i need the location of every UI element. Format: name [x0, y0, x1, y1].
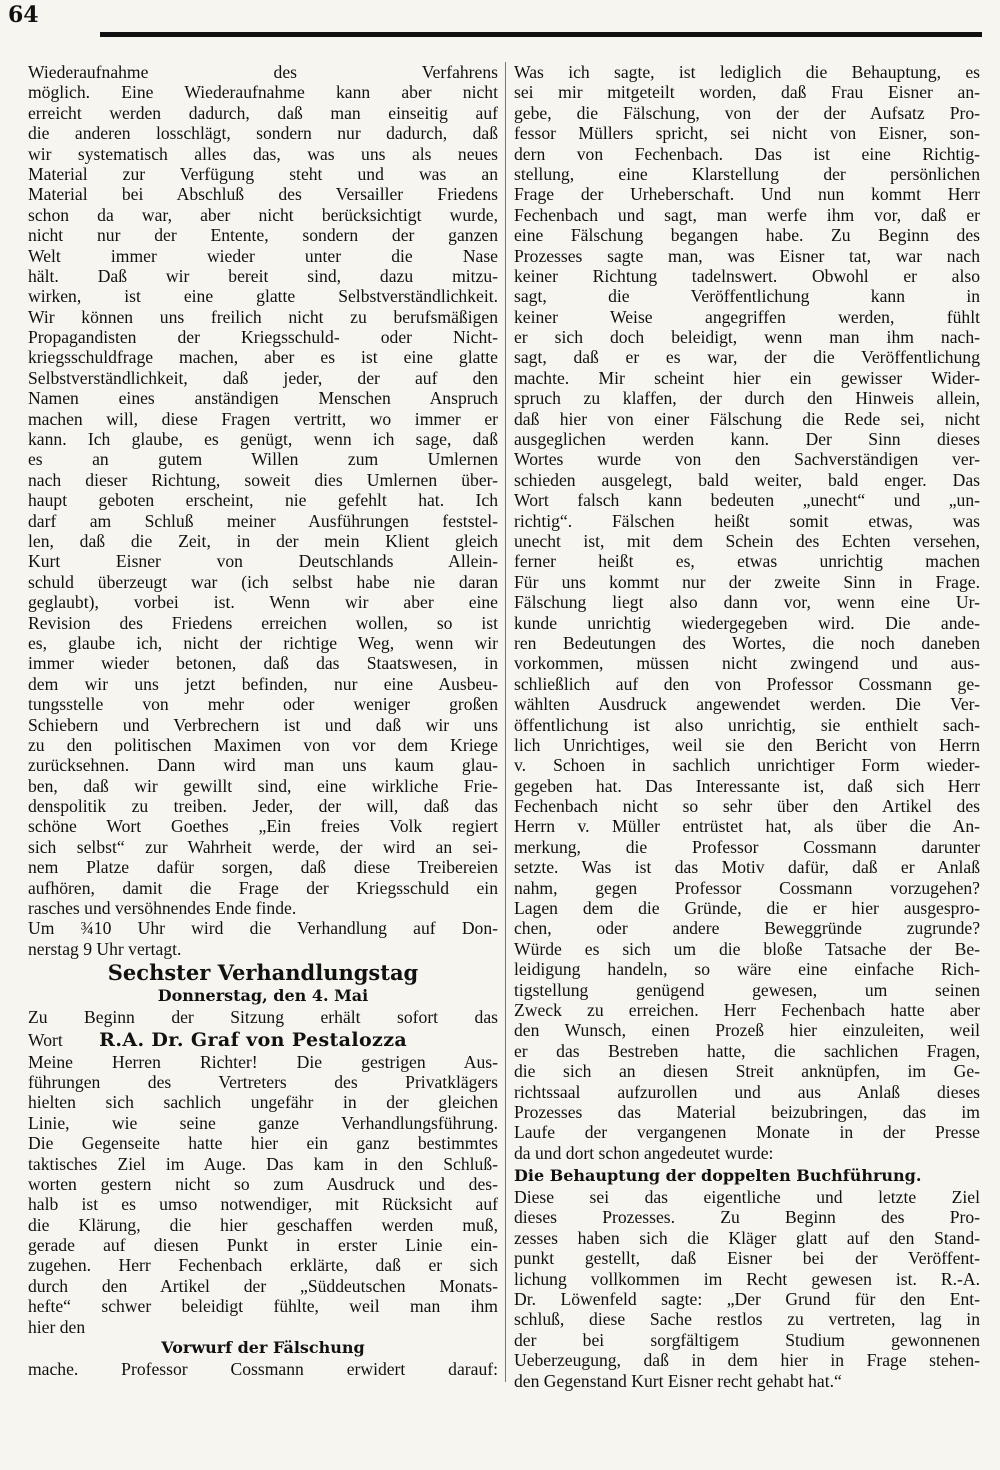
text-line: Ueberzeugung, daß in dem hier in Frage stehen-	[514, 1350, 980, 1371]
text-line: schluß, diese Sache restlos zu vertreten, lag in	[514, 1309, 980, 1330]
text-line: haupt geboten erscheint, nie gefehlt hat. Ich	[28, 490, 498, 511]
text-line: Schiebern und Verbrechern ist und daß wir uns	[28, 714, 498, 735]
text-line: worten gestern nicht so zum Ausdruck und des-	[28, 1173, 498, 1194]
text-line: die sich an diesen Streit anknüpfen, im Ge-	[514, 1061, 980, 1082]
text-line: eine Fälschung begangen habe. Zu Beginn des	[514, 225, 980, 246]
section-heading-left: Vorwurf der Fälschung	[161, 1338, 365, 1358]
text-line: lich Unrichtiges, weil sie den Bericht von Herrn	[514, 734, 980, 755]
text-line: Frage der Urheberschaft. Und nun kommt Herr	[514, 184, 980, 205]
intro-word: Wort	[28, 1029, 63, 1050]
text-line: die anderen losschlägt, sondern nur dadurch, daß	[28, 123, 498, 144]
text-line: sei mir mitgeteilt worden, daß Frau Eisner an-	[514, 82, 980, 103]
right-block-2	[514, 1187, 980, 1391]
intro-line: Zu Beginn der Sitzung erhält sofort das	[28, 1007, 498, 1028]
text-line: merkung, die Professor Cossmann darunter	[514, 836, 980, 857]
text-line: nem Platze dafür sorgen, daß diese Treibereien	[28, 857, 498, 878]
text-line: Um ¾10 Uhr wird die Verhandlung auf Don-	[28, 918, 498, 939]
text-line: zugehen. Herr Fechenbach erklärte, daß er sich	[28, 1255, 498, 1276]
text-line: taktisches Ziel im Auge. Das kam in den Schluß-	[28, 1153, 498, 1174]
text-line: kunde unrichtig wiedergegeben wird. Die ande-	[514, 612, 980, 633]
text-line: schöne Wort Goethes „Ein freies Volk regiert	[28, 816, 498, 837]
heading-date: Donnerstag, den 4. Mai	[157, 986, 369, 1006]
text-line: keiner Richtung tadelnswert. Obwohl er also	[514, 265, 980, 286]
text-line: vorkommen, müssen nicht zwingend und aus-	[514, 653, 980, 674]
text-line: chen, oder andere Beweggründe zugrunde?	[514, 918, 980, 939]
text-line: lichung vollkommen im Recht gewesen ist. R.-A.	[514, 1268, 980, 1289]
text-line: den Gegenstand Kurt Eisner recht gehabt hat.“	[514, 1370, 842, 1391]
text-line: führungen des Vertreters des Privatklägers	[28, 1071, 498, 1092]
header-rule	[100, 32, 982, 37]
text-line: unecht ist, mit dem Schein des Echten versehen,	[514, 530, 980, 551]
text-line: richtssaal aufzurollen und aus Anlaß dieses	[514, 1081, 980, 1102]
text-line: keiner Weise angegriffen werden, fühlt	[514, 306, 980, 327]
text-line: Material bei Abschluß des Versailler Friedens	[28, 184, 498, 205]
text-line: richtig“. Fälschen heißt somit etwas, was	[514, 510, 980, 531]
text-line: immer wieder betonen, daß das Staatswesen, in	[28, 653, 498, 674]
text-line: daß hier von einer Fälschung die Rede sei, nicht	[514, 408, 980, 429]
text-line: Wort falsch kann bedeuten „unecht“ und „un-	[514, 490, 980, 511]
right-block-1	[514, 62, 980, 1163]
section-heading-right: Die Behauptung der doppelten Buchführung.	[514, 1166, 922, 1186]
text-line: hefte“ schwer beleidigt fühlte, weil man ihm	[28, 1296, 498, 1317]
text-line: Laufe der vergangenen Monate in der Presse	[514, 1122, 980, 1143]
text-line: Fechenbach und sagt, man werfe ihm vor, daß er	[514, 204, 980, 225]
text-line: den Wunsch, einen Prozeß hier einzuleiten, weil	[514, 1020, 980, 1041]
text-line: Kurt Eisner von Deutschlands Allein-	[28, 551, 498, 572]
text-line: Prozesses das Material beizubringen, das im	[514, 1101, 980, 1122]
text-line: spruch zu klaffen, der durch den Hinweis allein,	[514, 388, 980, 409]
text-line: öffentlichung ist also unrichtig, sie enthielt sach-	[514, 714, 980, 735]
text-line: Diese sei das eigentliche und letzte Ziel	[514, 1187, 980, 1208]
text-line: wir systematisch alles das, was uns als neues	[28, 143, 498, 164]
text-line: gegeben hat. Das Interessante ist, daß sich Herr	[514, 775, 980, 796]
text-line: nahm, gegen Professor Cossmann vorzugehen?	[514, 877, 980, 898]
text-line: hier den	[28, 1316, 86, 1337]
text-line: schon da war, aber nicht berücksichtigt wurde,	[28, 204, 498, 225]
text-line: leidigung handeln, so wäre eine einfache Rich-	[514, 959, 980, 980]
text-line: möglich. Eine Wiederaufnahme kann aber nicht	[28, 82, 498, 103]
text-line: Namen eines anständigen Menschen Anspruch	[28, 388, 498, 409]
text-line: sagt, daß er es war, der die Veröffentlichung	[514, 347, 980, 368]
speaker-heading: R.A. Dr. Graf von Pestalozza	[99, 1028, 408, 1051]
text-line: tigstellung genügend gewesen, um seinen	[514, 979, 980, 1000]
text-line: schieden ausgelegt, bald weiter, bald enger. Das	[514, 469, 980, 490]
text-line: Prozesses sagte man, was Eisner tat, war nach	[514, 245, 980, 266]
text-line: Wortes wurde von den Sachverständigen ver-	[514, 449, 980, 470]
page-number: 64	[8, 2, 39, 28]
left-block-1	[28, 62, 498, 959]
text-line: die Klärung, die hier geschaffen werden muß,	[28, 1214, 498, 1235]
text-line: da und dort schon angedeutet wurde:	[514, 1142, 774, 1163]
text-line: kriegsschuldfrage machen, aber es ist eine glatte	[28, 347, 498, 368]
text-line: es, glaube ich, nicht der richtige Weg, wenn wir	[28, 632, 498, 653]
column-divider	[505, 62, 506, 1382]
text-line: len, daß die Zeit, in der mein Klient gleich	[28, 530, 498, 551]
text-line: zurücksehnen. Dann wird man uns kaum glau-	[28, 755, 498, 776]
text-line: Wiederaufnahme des Verfahrens	[28, 62, 498, 82]
text-line: er sich doch beleidigt, wenn man ihm nach-	[514, 327, 980, 348]
right-column	[514, 62, 980, 1391]
left-column	[28, 62, 498, 1379]
text-line: Welt immer wieder unter die Nase	[28, 245, 498, 266]
text-line: nicht nur der Entente, sondern der ganzen	[28, 225, 498, 246]
text-line: dieses Prozesses. Zu Beginn des Pro-	[514, 1207, 980, 1228]
text-line: aufhören, damit die Frage der Kriegsschuld ein	[28, 877, 498, 898]
text-line: es an gutem Willen zum Umlernen	[28, 449, 498, 470]
text-line: denspolitik zu treiben. Jeder, der will, daß das	[28, 796, 498, 817]
text-line: sagt, die Veröffentlichung kann in	[514, 286, 980, 307]
text-line: hielten sich sachlich ungefähr in der gleichen	[28, 1092, 498, 1113]
text-line: zesses haben sich die Kläger glatt auf den Stand-	[514, 1227, 980, 1248]
text-line: halb ist es umso notwendiger, mit Rücksicht auf	[28, 1194, 498, 1215]
text-line: dem wir uns jetzt befinden, nur eine Ausbeu-	[28, 673, 498, 694]
text-line: Selbstverständlichkeit, daß jeder, der auf den	[28, 367, 498, 388]
text-line: setzte. Was ist das Motiv dafür, daß er Anlaß	[514, 857, 980, 878]
text-line: ren Bedeutungen des Wortes, die noch daneben	[514, 632, 980, 653]
text-line: darf am Schluß meiner Ausführungen feststel-	[28, 510, 498, 531]
text-line: er das Bestreben hatte, die sachlichen Fragen,	[514, 1040, 980, 1061]
text-line: nach dieser Richtung, soweit dies Umlernen über-	[28, 469, 498, 490]
text-line: erreicht werden dadurch, daß man einseitig auf	[28, 102, 498, 123]
text-line: rasches und versöhnendes Ende finde.	[28, 898, 297, 919]
final-line: mache. Professor Cossmann erwidert darauf:	[28, 1359, 498, 1380]
text-line: machen will, diese Fragen vertritt, wo immer er	[28, 408, 498, 429]
text-line: ausgeglichen werden kann. Der Sinn dieses	[514, 429, 980, 450]
text-line: fessor Müllers spricht, sei nicht von Eisner, son-	[514, 123, 980, 144]
speaker-line	[28, 1028, 498, 1052]
left-block-2	[28, 1052, 498, 1337]
text-line: Was ich sagte, ist lediglich die Behauptung, es	[514, 62, 980, 82]
text-line: Zweck zu erreichen. Herr Fechenbach hatte aber	[514, 999, 980, 1020]
text-line: tungsstelle von mehr oder weniger großen	[28, 694, 498, 715]
text-line: sich selbst“ zur Wahrheit werde, der wird an sei-	[28, 836, 498, 857]
text-line: Meine Herren Richter! Die gestrigen Aus-	[28, 1051, 498, 1072]
text-line: Die Gegenseite hatte hier ein ganz bestimmtes	[28, 1133, 498, 1154]
text-line: Wir können uns freilich nicht zu berufsmäßigen	[28, 306, 498, 327]
text-line: kann. Ich glaube, es genügt, wenn ich sage, daß	[28, 429, 498, 450]
text-line: der bei sorgfältigem Studium gewonnenen	[514, 1329, 980, 1350]
text-line: Für uns kommt nur der zweite Sinn in Frage.	[514, 571, 980, 592]
text-line: gerade auf diesen Punkt in erster Linie ein-	[28, 1235, 498, 1256]
text-line: Herrn v. Müller entrüstet hat, als über die An-	[514, 816, 980, 837]
text-line: nerstag 9 Uhr vertagt.	[28, 938, 182, 959]
text-line: Linie, wie seine ganze Verhandlungsführung.	[28, 1112, 498, 1133]
text-line: Würde es sich um die bloße Tatsache der Be-	[514, 938, 980, 959]
text-line: schuld überzeugt war (ich selbst habe nie daran	[28, 571, 498, 592]
text-line: zu den politischen Maximen von vor dem Kriege	[28, 734, 498, 755]
text-line: wirken, ist eine glatte Selbstverständlichkeit.	[28, 286, 498, 307]
text-line: Revision des Friedens erreichen wollen, so ist	[28, 612, 498, 633]
text-line: machte. Mir scheint hier ein gewisser Wider-	[514, 367, 980, 388]
text-line: wählten Ausdruck angewendet werden. Die Ver-	[514, 694, 980, 715]
text-line: ferner heißt es, etwas unrichtig machen	[514, 551, 980, 572]
text-line: Fälschung liegt also dann vor, wenn eine Ur-	[514, 592, 980, 613]
text-line: v. Schoen in sachlich unrichtiger Form wieder-	[514, 755, 980, 776]
text-line: schließlich auf den von Professor Cossmann ge-	[514, 673, 980, 694]
text-line: punkt gestellt, daß Eisner bei der Veröffent-	[514, 1248, 980, 1269]
text-line: gebe, die Fälschung, von der der Aufsatz Pro-	[514, 102, 980, 123]
text-line: ben, daß wir gewillt sind, eine wirkliche Frie-	[28, 775, 498, 796]
text-line: stellung, eine Klarstellung der persönlichen	[514, 163, 980, 184]
text-line: hält. Daß wir bereit sind, dazu mitzu-	[28, 265, 498, 286]
text-line: durch den Artikel der „Süddeutschen Monats-	[28, 1275, 498, 1296]
text-line: Dr. Löwenfeld sagte: „Der Grund für den Ent-	[514, 1289, 980, 1310]
text-line: Propagandisten der Kriegsschuld- oder Nicht-	[28, 327, 498, 348]
heading-day: Sechster Verhandlungstag	[107, 960, 419, 986]
text-line: geglaubt), vorbei ist. Wenn wir aber eine	[28, 592, 498, 613]
text-line: Fechenbach nicht so sehr über den Artikel des	[514, 796, 980, 817]
text-line: Material zur Verfügung steht und was an	[28, 163, 498, 184]
text-line: Lagen dem die Gründe, die er hier ausgespro-	[514, 898, 980, 919]
text-line: dern von Fechenbach. Das ist eine Richtig-	[514, 143, 980, 164]
